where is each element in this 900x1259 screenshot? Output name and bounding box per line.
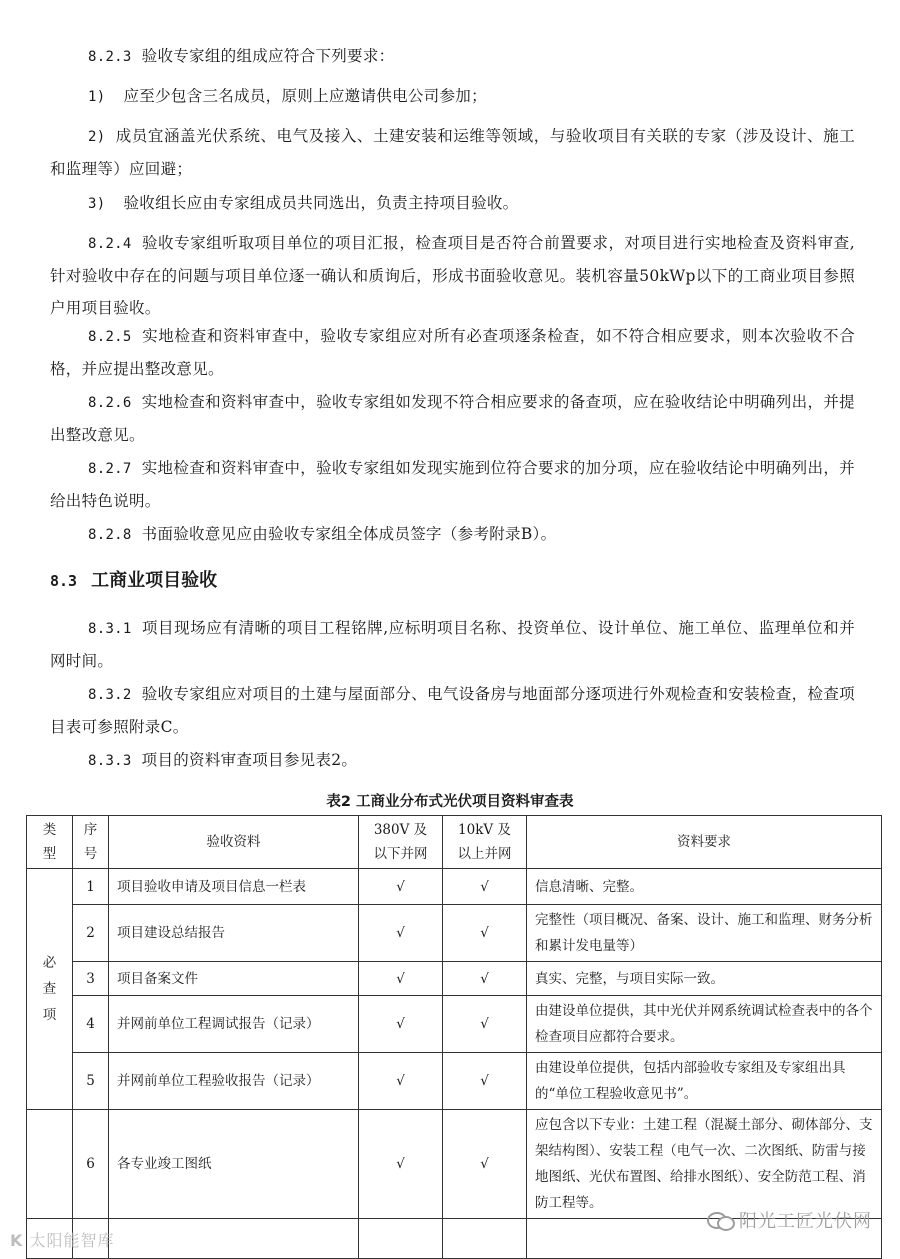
clause-number: 8.2.6 bbox=[88, 395, 132, 411]
cell-seq: 4 bbox=[73, 996, 109, 1053]
clause-8-2-8 bbox=[50, 518, 855, 551]
clause-number: 8.2.8 bbox=[88, 527, 132, 543]
clause-text: 项目的资料审查项目参见表2。 bbox=[141, 751, 358, 769]
header-requirement: 资料要求 bbox=[527, 816, 882, 869]
clause-8-2-6 bbox=[50, 386, 855, 451]
cell-requirement: 应包含以下专业：土建工程（混凝土部分、砌体部分、支架结构图）、安装工程（电气一次、二次图纸、防雷与接地图纸、光伏布置图、给排水图纸）、安全防范工程、消防工程等。 bbox=[527, 1110, 882, 1219]
watermark-left-text: 太阳能智库 bbox=[29, 1231, 115, 1250]
clause-8-3-1 bbox=[50, 612, 855, 677]
cell-seq: 5 bbox=[73, 1053, 109, 1110]
cell-empty bbox=[443, 1219, 527, 1259]
clause-text: 验收专家组应对项目的土建与屋面部分、电气设备房与地面部分逐项进行外观检查和安装检查，检查项目表可参照附录C。 bbox=[50, 685, 855, 736]
cell-seq: 6 bbox=[73, 1110, 109, 1219]
cell-seq: 3 bbox=[73, 962, 109, 996]
table-header-row bbox=[27, 816, 882, 869]
clause-number: 8.3.1 bbox=[88, 621, 132, 637]
clause-8-2-3 bbox=[50, 40, 855, 73]
cell-type-empty bbox=[27, 1110, 73, 1219]
cell-check-380v: √ bbox=[359, 962, 443, 996]
item-text: 验收组长应由专家组成员共同选出，负责主持项目验收。 bbox=[123, 194, 519, 212]
header-seq: 序 号 bbox=[73, 816, 109, 869]
table-row bbox=[27, 962, 882, 996]
clause-number: 8.3.2 bbox=[88, 687, 132, 703]
header-380v: 380V 及 以下并网 bbox=[359, 816, 443, 869]
cell-material: 项目备案文件 bbox=[109, 962, 359, 996]
clause-8-2-7 bbox=[50, 452, 855, 517]
header-type: 类 型 bbox=[27, 816, 73, 869]
cell-material: 并网前单位工程调试报告（记录） bbox=[109, 996, 359, 1053]
cell-seq: 2 bbox=[73, 905, 109, 962]
table-row bbox=[27, 996, 882, 1053]
section-heading-8-3 bbox=[50, 566, 217, 592]
cell-empty bbox=[359, 1219, 443, 1259]
cell-material: 各专业竣工图纸 bbox=[109, 1110, 359, 1219]
cell-requirement: 由建设单位提供，其中光伏并网系统调试检查表中的各个检查项目应都符合要求。 bbox=[527, 996, 882, 1053]
table-caption: 表2 工商业分布式光伏项目资料审查表 bbox=[326, 794, 574, 810]
review-table bbox=[26, 815, 882, 1259]
table-row bbox=[27, 869, 882, 905]
header-10kv: 10kV 及 以上并网 bbox=[443, 816, 527, 869]
clause-number: 8.2.5 bbox=[88, 329, 132, 345]
clause-text: 实地检查和资料审查中，验收专家组如发现实施到位符合要求的加分项，应在验收结论中明确列出，并给出特色说明。 bbox=[50, 459, 855, 510]
cell-seq: 1 bbox=[73, 869, 109, 905]
cell-empty bbox=[109, 1219, 359, 1259]
clause-8-2-5 bbox=[50, 320, 855, 385]
item-text: 成员宜涵盖光伏系统、电气及接入、土建安装和运维等领域，与验收项目有关联的专家（涉及设计、施工和监理等）应回避； bbox=[50, 127, 855, 178]
clause-number: 8.2.4 bbox=[88, 236, 132, 252]
cell-check-10kv: √ bbox=[443, 869, 527, 905]
item-number: 3) bbox=[88, 196, 106, 212]
item-number: 2) bbox=[88, 129, 106, 145]
clause-8-2-4 bbox=[50, 227, 855, 324]
clause-text: 验收专家组听取项目单位的项目汇报，检查项目是否符合前置要求，对项目进行实地检查及资料审查,针对验收中存在的问题与项目单位逐一确认和质询后，形成书面验收意见。装机容量50kWp以下的工商业项目参照户用项目验收。 bbox=[50, 234, 855, 317]
list-item bbox=[50, 80, 855, 113]
item-text: 应至少包含三名成员，原则上应邀请供电公司参加； bbox=[123, 87, 487, 105]
cell-material: 并网前单位工程验收报告（记录） bbox=[109, 1053, 359, 1110]
table-row bbox=[27, 1110, 882, 1219]
cell-requirement: 由建设单位提供，包括内部验收专家组及专家组出具的“单位工程验收意见书”。 bbox=[527, 1053, 882, 1110]
watermark-left bbox=[10, 1228, 115, 1251]
cell-material: 项目验收申请及项目信息一栏表 bbox=[109, 869, 359, 905]
section-title: 工商业项目验收 bbox=[91, 570, 218, 591]
cell-check-380v: √ bbox=[359, 996, 443, 1053]
table-row bbox=[27, 905, 882, 962]
cell-check-10kv: √ bbox=[443, 1053, 527, 1110]
cell-check-10kv: √ bbox=[443, 962, 527, 996]
clause-number: 8.3.3 bbox=[88, 753, 132, 769]
clause-8-3-3 bbox=[50, 744, 855, 777]
cell-check-380v: √ bbox=[359, 905, 443, 962]
cell-check-380v: √ bbox=[359, 1053, 443, 1110]
header-material: 验收资料 bbox=[109, 816, 359, 869]
cell-check-10kv: √ bbox=[443, 905, 527, 962]
cell-check-10kv: √ bbox=[443, 996, 527, 1053]
watermark-right bbox=[707, 1207, 872, 1233]
cell-requirement: 完整性（项目概况、备案、设计、施工和监理、财务分析和累计发电量等） bbox=[527, 905, 882, 962]
list-item bbox=[50, 120, 855, 185]
cell-check-380v: √ bbox=[359, 869, 443, 905]
clause-text: 实地检查和资料审查中，验收专家组应对所有必查项逐条检查，如不符合相应要求，则本次验收不合格，并应提出整改意见。 bbox=[50, 327, 855, 378]
clause-8-3-2 bbox=[50, 678, 855, 743]
section-number: 8.3 bbox=[50, 572, 78, 590]
clause-number: 8.2.7 bbox=[88, 461, 132, 477]
wechat-icon bbox=[707, 1210, 733, 1230]
cell-requirement: 真实、完整，与项目实际一致。 bbox=[527, 962, 882, 996]
cell-check-10kv: √ bbox=[443, 1110, 527, 1219]
clause-text: 验收专家组的组成应符合下列要求： bbox=[141, 47, 395, 65]
k-logo-icon: K bbox=[10, 1231, 24, 1250]
clause-number: 8.2.3 bbox=[88, 49, 132, 65]
list-item bbox=[50, 187, 855, 220]
item-number: 1) bbox=[88, 89, 106, 105]
clause-text: 书面验收意见应由验收专家组全体成员签字（参考附录B）。 bbox=[141, 525, 557, 543]
table-row bbox=[27, 1053, 882, 1110]
cell-material: 项目建设总结报告 bbox=[109, 905, 359, 962]
watermark-right-text: 阳光工匠光伏网 bbox=[739, 1211, 872, 1232]
clause-text: 实地检查和资料审查中，验收专家组如发现不符合相应要求的备查项，应在验收结论中明确列出，并提出整改意见。 bbox=[50, 393, 855, 444]
cell-check-380v: √ bbox=[359, 1110, 443, 1219]
group-label-required: 必 查 项 bbox=[27, 869, 73, 1110]
cell-requirement: 信息清晰、完整。 bbox=[527, 869, 882, 905]
clause-text: 项目现场应有清晰的项目工程铭牌,应标明项目名称、投资单位、设计单位、施工单位、监理单位和并网时间。 bbox=[50, 619, 855, 670]
